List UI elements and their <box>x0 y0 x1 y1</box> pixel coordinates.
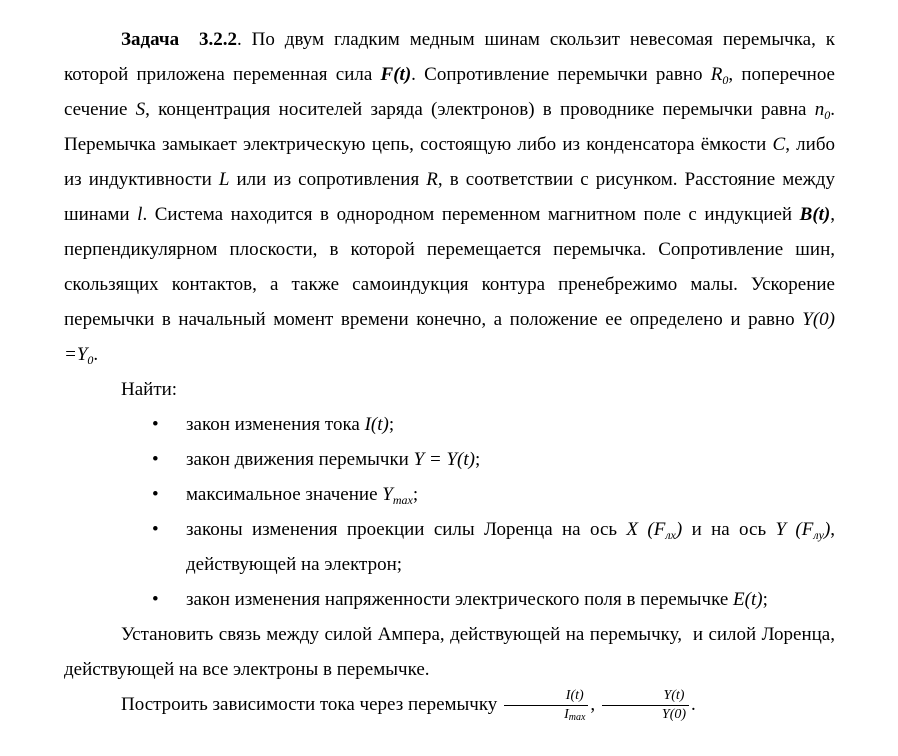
bullet-icon: • <box>152 414 159 435</box>
text-run: ; <box>388 414 395 435</box>
bullet-icon: • <box>152 484 159 505</box>
find-heading <box>64 372 835 407</box>
list-item <box>64 512 835 582</box>
text-run: I(t) <box>565 687 584 703</box>
bullet-icon: • <box>152 519 159 540</box>
document-body <box>64 22 835 724</box>
text-run: . Система находится в однородном переменном магнитном поле с индукцией <box>142 204 800 225</box>
fraction <box>602 688 689 724</box>
text-run: законы изменения проекции силы Лоренца на ось <box>186 519 627 540</box>
text-run: . Перемычка замыкает электрическую цепь, состоящую либо из конденсатора ёмкости <box>64 99 835 155</box>
text-run: закон движения перемычки <box>186 449 414 470</box>
text-run: C <box>772 134 786 155</box>
text-run: S <box>135 99 146 120</box>
text-run: . <box>93 344 99 365</box>
ampere-lorentz-task <box>64 617 835 687</box>
subscript-text: 0 <box>87 353 94 367</box>
fraction-numerator <box>504 688 588 707</box>
text-run: Y <box>382 484 393 505</box>
text-run: , либо из индуктивности <box>64 134 835 190</box>
text-run: Y(t) <box>663 687 685 703</box>
text-run: ; <box>762 589 768 610</box>
fraction-denominator <box>602 706 689 724</box>
bullet-icon: • <box>152 589 159 610</box>
text-run: максимальное значение <box>186 484 383 505</box>
list-item <box>64 477 835 512</box>
text-run: и на ось <box>682 519 776 540</box>
text-run: закон изменения тока <box>186 414 365 435</box>
text-run: . Сопротивление перемычки равно <box>411 64 711 85</box>
text-run: X (F <box>626 519 666 540</box>
text-run: I <box>564 707 569 723</box>
text-run: F(t) <box>380 64 412 85</box>
text-run: Y(0) <box>661 707 687 723</box>
fraction-numerator <box>602 688 689 707</box>
text-run: , <box>590 694 600 715</box>
text-run: I(t) <box>364 414 389 435</box>
find-list <box>64 407 835 617</box>
text-run: или из сопротивления <box>229 169 427 190</box>
text-run: n <box>814 99 825 120</box>
text-run: , действующей на электрон; <box>186 519 836 575</box>
text-run: E(t) <box>733 589 763 610</box>
text-run: , в соответствии с рисунком. Расстояние между шинами <box>64 169 835 225</box>
subscript-text: 0 <box>824 108 831 122</box>
text-run: Задача 3.2.2 <box>121 29 237 50</box>
problem-statement <box>64 22 835 372</box>
text-run: B(t) <box>799 204 831 225</box>
text-run: R <box>426 169 438 190</box>
text-run: L <box>218 169 230 190</box>
subscript-text: лx <box>665 528 676 542</box>
text-run: . <box>691 694 696 715</box>
text-run: Найти: <box>121 379 178 400</box>
text-run: , перпендикулярном плоскости, в которой перемещается перемычка. Сопротивление шин, скользящих контактов, а также самоиндукция контура пренебрежимо малы. Ускорение перемычки в начальный момент времени конечно, а положение ее определено и равно <box>64 204 836 330</box>
subscript-text: max <box>392 493 413 507</box>
text-run: Y (F <box>775 519 814 540</box>
text-run: закон изменения напряженности электрического поля в перемычке <box>186 589 734 610</box>
text-run: l <box>137 204 143 225</box>
text-run: R <box>710 64 723 85</box>
subscript-text: 0 <box>722 73 729 87</box>
subscript-text: лy <box>813 528 824 542</box>
text-run: ) <box>823 519 831 540</box>
text-run: Y = Y(t) <box>413 449 475 470</box>
fraction-denominator <box>504 706 588 724</box>
text-run: , поперечное сечение <box>64 64 835 120</box>
text-run: , концентрация носителей заряда (электронов) в проводнике перемычки равна <box>145 99 815 120</box>
list-item <box>64 582 835 617</box>
text-run: ) <box>675 519 683 540</box>
text-run: ; <box>412 484 419 505</box>
subscript-text: max <box>568 712 586 724</box>
text-run: Построить зависимости тока через перемычку <box>121 694 503 715</box>
text-run: Y(0) =Y <box>64 309 835 365</box>
text-run: ; <box>474 449 481 470</box>
text-run: Установить связь между силой Ампера, действующей на перемычку, и силой Лоренца, действующей на все электроны в перемычке. <box>64 624 835 680</box>
text-run: . По двум гладким медным шинам скользит невесомая перемычка, к которой приложена переменная сила <box>64 29 835 85</box>
list-item <box>64 407 835 442</box>
plot-task <box>64 687 835 724</box>
list-item <box>64 442 835 477</box>
bullet-icon: • <box>152 449 159 470</box>
fraction <box>504 688 588 724</box>
